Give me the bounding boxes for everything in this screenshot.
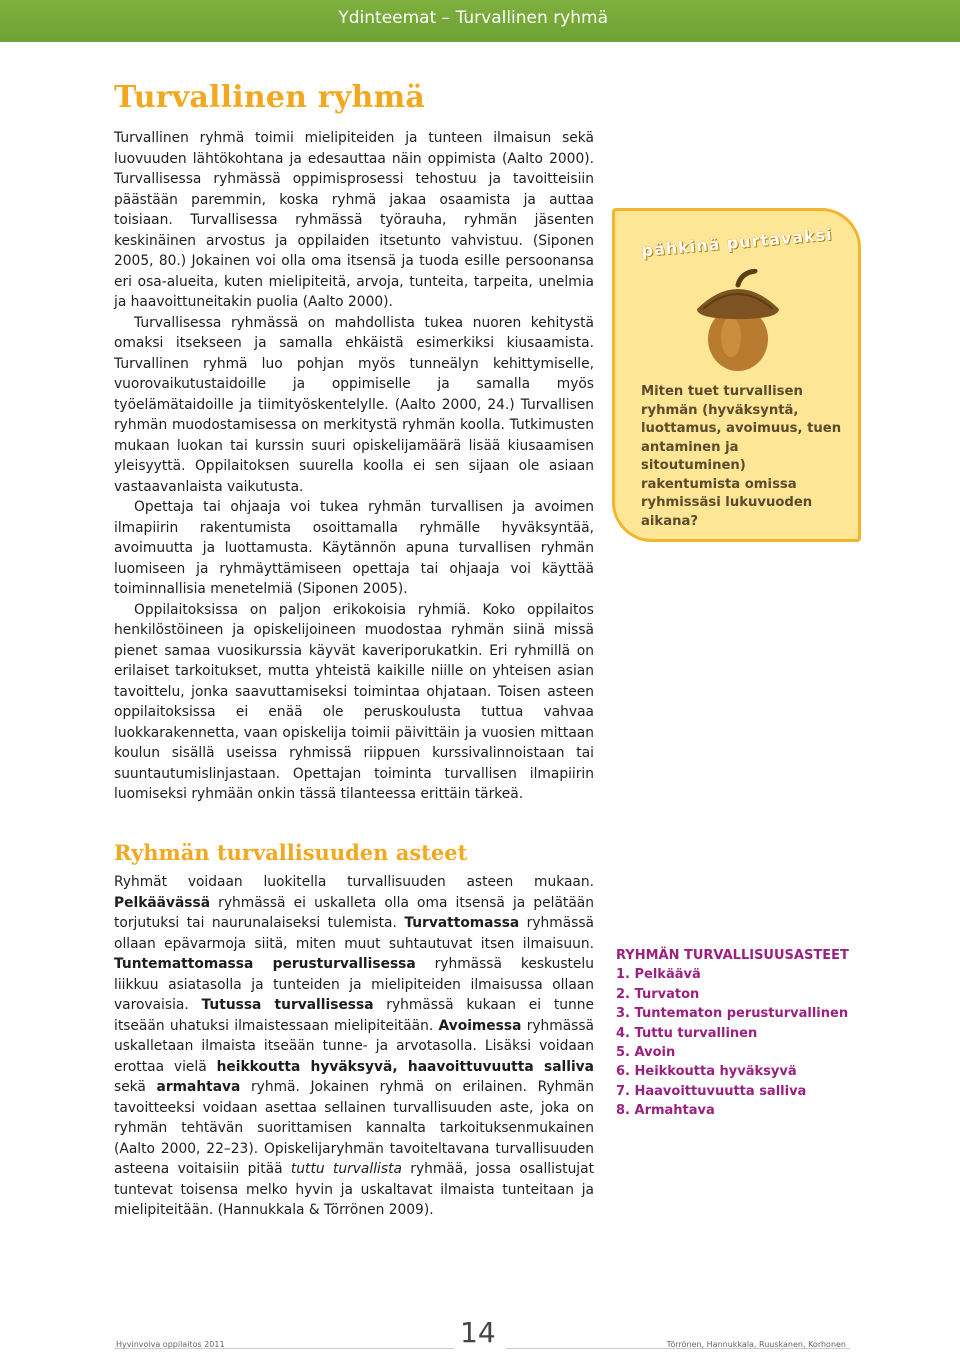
section2-body [114, 872, 594, 1221]
running-header: Ydinteemat – Turvallinen ryhmä [338, 8, 608, 28]
section-title: Ryhmän turvallisuuden asteet [114, 840, 468, 865]
list-item: 1. Pelkäävä [616, 967, 701, 983]
callout-box [612, 208, 861, 542]
callout-title: pähkinä purtavaksi [640, 224, 834, 261]
bold-term: Turvattomassa [404, 915, 520, 931]
footer-publication: Hyvinvoiva oppilaitos 2011 [116, 1340, 225, 1349]
list-item: 8. Armahtava [616, 1103, 715, 1119]
text-run: ryhmässä uskalletaan ilmaista itseään tunne- ja arvotasolla. Lisäksi voidaan erottaa vielä [114, 1017, 594, 1075]
page-title: Turvallinen ryhmä [114, 80, 426, 115]
bold-term: Pelkäävässä [114, 894, 211, 911]
section1-body [114, 128, 594, 805]
safety-levels-list [616, 946, 916, 1121]
acorn-icon [683, 269, 793, 374]
list-item: 6. Heikkoutta hyväksyvä [616, 1064, 797, 1080]
list-heading: RYHMÄN TURVALLISUUSASTEET [616, 948, 849, 963]
page-number: 14 [460, 1316, 496, 1349]
bold-term: armahtava [156, 1079, 241, 1095]
text-run: ryhmässä kukaan ei tunne itseään uhatuksi ilmaistessaan mielipiteitään. [114, 997, 594, 1034]
list-item: 7. Haavoittuvuutta salliva [616, 1083, 807, 1099]
paragraph: Oppilaitoksissa on paljon erikokoisia ryhmiä. Koko oppilaitos henkilöstöineen ja opiskelijoineen muodostaa ryhmän siinä missä pienet samaa vuosikurssia käyvät kaveriporukatkin. Eri ryhmillä on erilaiset tarkoitukset, mutta yhteistä kaikille niille on yhteisen asian tavoittelu, jonka saavuttamiseksi toimintaa ohjataan. Toisen asteen oppilaitoksissa ei enää ole peruskoulusta tuttua vahvaa luokkarakennetta, vaan opiskelija toimii päivittäin ja vuosien mittaan koulun sisällä useissa ryhmissä riippuen kurssivalinnoistaan tai suuntautumislinjastaan. Opettajan toiminta turvallisen ilmapiirin luomiseksi ryhmään onkin tässä tilanteessa erittäin tärkeä. [114, 601, 594, 802]
paragraph: Turvallisessa ryhmässä on mahdollista tukea nuoren kehitystä omaksi itsekseen ja samalla ehkäistä esimerkiksi kiusaamista. Turvallinen ryhmä luo pohjan myös tunneälyn kehittymiselle, vuorovaikutustaidoille ja oppimiselle ja samalla myös työelämätaidoille ja tiimityöskentelylle. (Aalto 2000, 24.) Turvallisen ryhmän muodostamisessa on merkitystä ryhmän koolla. Tutkimusten mukaan luokan tai kurssin suuri opiskelijamäärä lisää kiusaamisen yleisyyttä. Oppilaitoksen suurella koolla ei sen sijaan ole asiaan vastaavanlaista vaikutusta. [114, 314, 594, 495]
callout-question: Miten tuet turvallisen ryhmän (hyväksyntä, luottamus, avoimuus, tuen antaminen ja sitoutuminen) rakentumista omissa ryhmissäsi lukuvuoden aikana? [641, 384, 842, 529]
text-run: Ryhmät voidaan luokitella turvallisuuden asteen mukaan. [114, 874, 594, 890]
paragraph [114, 872, 594, 1221]
bold-term: Tutussa turvallisessa [201, 997, 374, 1013]
header-bar [0, 0, 960, 42]
paragraph: Opettaja tai ohjaaja voi tukea ryhmän turvallisen ja avoimen ilmapiirin rakentumista osoittamalla ryhmälle hyväksyntää, avoimuutta ja luottamusta. Käytännön apuna turvallisen ryhmän luomiseen ja ryhmäyttämiseen opettaja tai ohjaaja voi käyttää toiminnallisia menetelmiä (Siponen 2005). [114, 499, 594, 597]
list-item: 5. Avoin [616, 1045, 676, 1061]
bold-term: Tuntemattomassa perusturvallisessa [114, 956, 416, 972]
text-run: ryhmässä ei uskalleta olla oma itsensä ja pelätään torjutuksi tai naurunalaiseksi tulemista. [114, 894, 594, 931]
footer-authors: Törrönen, Hannukkala, Ruuskanen, Korhonen [666, 1340, 846, 1349]
text-run: ryhmää, jossa osallistujat tuntevat toisensa melko hyvin ja uskaltavat ilmaista tunteitaan ja mielipiteitään. (Hannukkala & Törrönen 2009). [114, 1161, 595, 1218]
paragraph: Turvallinen ryhmä toimii mielipiteiden ja tunteen ilmaisun sekä luovuuden lähtökohtana ja edesauttaa näin oppimista (Aalto 2000). Turvallisessa ryhmässä oppimisprosessi tehostuu ja tavoitteisiin päästään paremmin, koska ryhmä jakaa osaamista ja auttaa toisiaan. Turvallisessa ryhmässä työrauha, ryhmän jäsenten keskinäinen arvostus ja oppilaiden itsetunto vahvistuu. (Siponen 2005, 80.) Jokainen voi olla oma itsensä ja tuoda esille persoonansa eri osa-alueita, kuten mielipiteitä, arvoja, tunteita, tarpeita, unelmia ja haavoittuneitakin puolia (Aalto 2000). [114, 130, 594, 310]
bold-term: Avoimessa [438, 1017, 522, 1034]
list-item: 4. Tuttu turvallinen [616, 1025, 758, 1041]
text-run: ryhmässä keskustelu liikkuu asiatasolla ja tunteiden ja mielipiteiden ilmaisussa ollaan varovaisia. [114, 956, 594, 1013]
text-run: ryhmä. Jokainen ryhmä on erilainen. Ryhmän tavoitteeksi voidaan asettaa sellainen turvallisuuden aste, joka on ryhmän tehtävän suorittamisen kannalta tarkoituksenmukainen (Aalto 2000, 22–23). Opiskelijaryhmän tavoiteltavana turvallisuuden asteena voitaisiin pitää [114, 1079, 595, 1177]
text-run: sekä [114, 1079, 157, 1095]
italic-term: tuttu turvallista [290, 1161, 402, 1177]
list-item: 3. Tuntematon perusturvallinen [616, 1006, 849, 1022]
list-item: 2. Turvaton [616, 986, 700, 1002]
bold-term: heikkoutta hyväksyvä, haavoittuvuutta salliva [216, 1058, 594, 1075]
text-run: ryhmässä ollaan epävarmoja siitä, miten muut suhtautuvat itsen ilmaisuun. [114, 915, 594, 952]
